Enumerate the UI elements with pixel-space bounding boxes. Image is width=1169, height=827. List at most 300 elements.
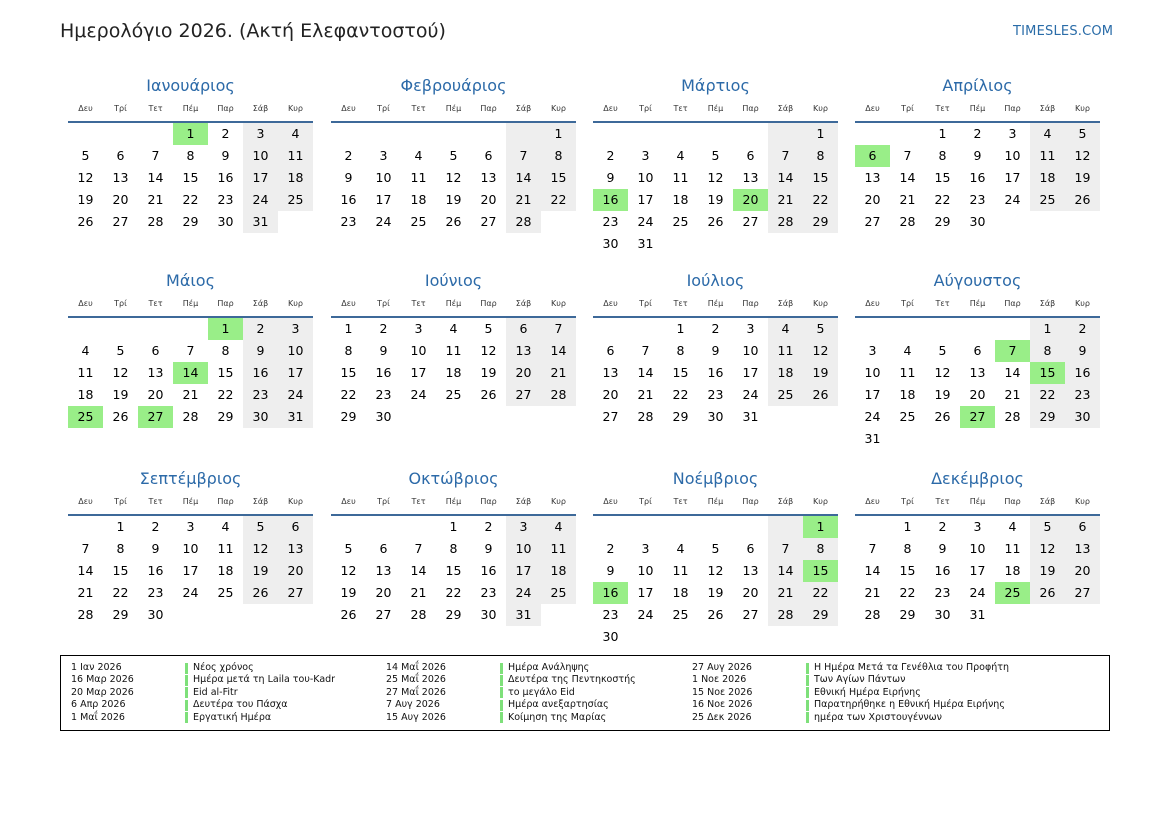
day-cell: 26	[803, 384, 838, 406]
day-cell: 15	[112, 563, 129, 578]
day-cell: 13	[278, 538, 313, 560]
day-cell: 12	[480, 343, 497, 358]
day-cell: 8	[938, 148, 947, 163]
day-cell: 10	[243, 145, 278, 167]
day-cell: 12	[1065, 145, 1100, 167]
day-cell: 26	[1030, 582, 1065, 604]
weekday-label: Δευ	[603, 299, 618, 308]
day-cell: 8	[541, 145, 576, 167]
day-cell: 29	[182, 214, 199, 229]
weekday-label: Σάβ	[1039, 497, 1056, 506]
legend-holiday-marker	[185, 700, 188, 711]
weekday-label: Τρί	[639, 497, 652, 506]
page-title: Ημερολόγιο 2026. (Ακτή Ελεφαντοστού)	[60, 20, 446, 42]
day-cell: 13	[969, 365, 986, 380]
day-cell: 3	[186, 519, 195, 534]
weekday-label: Τρί	[114, 299, 127, 308]
day-cell: 31	[864, 431, 881, 446]
day-cell: 24	[864, 409, 881, 424]
weekday-label: Κυρ	[551, 299, 566, 308]
day-cell: 3	[973, 519, 982, 534]
weekday-label: Σάβ	[777, 497, 794, 506]
day-cell: 10	[506, 538, 541, 560]
day-cell: 6	[506, 318, 541, 340]
day-cell: 27	[375, 607, 392, 622]
day-cell: 11	[410, 170, 427, 185]
day-cell: 8	[221, 343, 230, 358]
day-cell: 17	[410, 365, 427, 380]
weekday-label: Κυρ	[813, 299, 828, 308]
day-cell: 9	[484, 541, 493, 556]
day-cell: 11	[672, 170, 689, 185]
day-cell: 12	[707, 563, 724, 578]
weekday-label: Τρί	[639, 299, 652, 308]
legend-holiday-name: Νέος χρόνος	[193, 662, 254, 673]
day-cell: 3	[379, 148, 388, 163]
day-cell: 28	[410, 607, 427, 622]
weekday-label: Τετ	[935, 104, 950, 113]
day-cell: 11	[278, 145, 313, 167]
day-cell: 14	[637, 365, 654, 380]
day-cell: 19	[77, 192, 94, 207]
day-cell: 2	[606, 541, 615, 556]
weekday-label: Παρ	[217, 497, 234, 506]
day-cell: 19	[340, 585, 357, 600]
day-cell: 8	[803, 538, 838, 560]
day-cell: 3	[243, 123, 278, 145]
day-cell: 21	[864, 585, 881, 600]
day-cell: 22	[803, 582, 838, 604]
day-cell: 18	[77, 387, 94, 402]
weekday-label: Τρί	[377, 299, 390, 308]
weekday-label: Πέμ	[182, 299, 199, 308]
day-cell: 22	[899, 585, 916, 600]
day-cell: 19	[480, 365, 497, 380]
weekday-label: Δευ	[865, 497, 880, 506]
holiday-day-cell: 15	[1030, 362, 1065, 384]
day-cell: 28	[541, 384, 576, 406]
day-cell: 28	[899, 214, 916, 229]
day-cell: 1	[116, 519, 125, 534]
day-cell: 17	[637, 585, 654, 600]
day-cell: 7	[541, 318, 576, 340]
day-cell: 1	[938, 126, 947, 141]
day-cell: 1	[903, 519, 912, 534]
day-cell: 2	[606, 148, 615, 163]
weekday-label: Κυρ	[288, 104, 303, 113]
day-cell: 1	[803, 123, 838, 145]
day-cell: 5	[344, 541, 353, 556]
day-cell: 12	[1030, 538, 1065, 560]
day-cell: 3	[278, 318, 313, 340]
legend-holiday-marker	[806, 712, 809, 723]
legend-holiday-marker	[500, 675, 503, 686]
day-cell: 23	[602, 214, 619, 229]
day-cell: 28	[637, 409, 654, 424]
day-cell: 25	[1030, 189, 1065, 211]
day-cell: 1	[676, 321, 685, 336]
day-cell: 26	[340, 607, 357, 622]
weekday-label: Πέμ	[445, 497, 462, 506]
day-cell: 28	[77, 607, 94, 622]
day-cell: 29	[217, 409, 234, 424]
day-cell: 29	[1030, 406, 1065, 428]
day-cell: 6	[973, 343, 982, 358]
month-name: Φεβρουάριος	[400, 76, 507, 95]
day-cell: 18	[672, 585, 689, 600]
day-cell: 9	[379, 343, 388, 358]
day-cell: 28	[182, 409, 199, 424]
day-cell: 14	[864, 563, 881, 578]
weekday-label: Παρ	[1004, 299, 1021, 308]
weekday-label: Παρ	[742, 104, 759, 113]
day-cell: 6	[379, 541, 388, 556]
day-cell: 7	[506, 145, 541, 167]
day-cell: 22	[541, 189, 576, 211]
day-cell: 22	[672, 387, 689, 402]
day-cell: 31	[637, 236, 654, 251]
day-cell: 13	[742, 170, 759, 185]
weekday-label: Σάβ	[252, 104, 269, 113]
day-cell: 5	[243, 516, 278, 538]
day-cell: 25	[672, 214, 689, 229]
holiday-day-cell: 16	[593, 189, 628, 211]
legend-holiday-name: Ημέρα ανεξαρτησίας	[508, 699, 609, 711]
legend-date: 27 Μαΐ 2026	[386, 686, 446, 698]
weekday-label: Σάβ	[1039, 299, 1056, 308]
weekday-label: Παρ	[742, 497, 759, 506]
day-cell: 26	[707, 607, 724, 622]
day-cell: 11	[541, 538, 576, 560]
day-cell: 11	[768, 340, 803, 362]
day-cell: 14	[506, 167, 541, 189]
day-cell: 25	[278, 189, 313, 211]
weekday-label: Σάβ	[515, 299, 532, 308]
weekday-label: Τρί	[377, 497, 390, 506]
day-cell: 17	[506, 560, 541, 582]
weekday-label: Τετ	[148, 299, 163, 308]
day-cell: 4	[1030, 123, 1065, 145]
legend-holiday-marker	[500, 663, 503, 674]
weekday-label: Πέμ	[445, 299, 462, 308]
day-cell: 5	[81, 148, 90, 163]
day-cell: 24	[637, 607, 654, 622]
day-cell: 3	[746, 321, 755, 336]
day-cell: 17	[375, 192, 392, 207]
day-cell: 31	[969, 607, 986, 622]
holiday-day-cell: 27	[960, 406, 995, 428]
weekday-label: Παρ	[217, 299, 234, 308]
day-cell: 23	[480, 585, 497, 600]
day-cell: 12	[112, 365, 129, 380]
weekday-label: Δευ	[78, 299, 93, 308]
day-cell: 25	[768, 384, 803, 406]
day-cell: 14	[541, 340, 576, 362]
day-cell: 19	[707, 192, 724, 207]
day-cell: 8	[803, 145, 838, 167]
weekday-label: Τρί	[114, 104, 127, 113]
day-cell: 25	[899, 409, 916, 424]
day-cell: 20	[506, 362, 541, 384]
weekday-label: Πέμ	[445, 104, 462, 113]
weekday-label: Κυρ	[288, 497, 303, 506]
day-cell: 16	[217, 170, 234, 185]
day-cell: 2	[1065, 318, 1100, 340]
day-cell: 4	[541, 516, 576, 538]
legend-date: 16 Νοε 2026	[692, 699, 753, 711]
day-cell: 2	[711, 321, 720, 336]
day-cell: 18	[768, 362, 803, 384]
day-cell: 27	[602, 409, 619, 424]
day-cell: 9	[1065, 340, 1100, 362]
day-cell: 24	[278, 384, 313, 406]
weekday-label: Τρί	[901, 497, 914, 506]
day-cell: 5	[938, 343, 947, 358]
day-cell: 7	[768, 538, 803, 560]
weekday-label: Κυρ	[813, 497, 828, 506]
day-cell: 24	[410, 387, 427, 402]
day-cell: 6	[746, 541, 755, 556]
day-cell: 30	[602, 236, 619, 251]
weekday-label: Τρί	[901, 104, 914, 113]
month-name: Μάρτιος	[681, 76, 750, 95]
day-cell: 16	[707, 365, 724, 380]
day-cell: 17	[182, 563, 199, 578]
day-cell: 2	[243, 318, 278, 340]
day-cell: 1	[449, 519, 458, 534]
day-cell: 28	[147, 214, 164, 229]
day-cell: 2	[221, 126, 230, 141]
day-cell: 30	[243, 406, 278, 428]
day-cell: 23	[375, 387, 392, 402]
legend-holiday-marker	[185, 663, 188, 674]
day-cell: 13	[864, 170, 881, 185]
day-cell: 15	[803, 167, 838, 189]
day-cell: 9	[973, 148, 982, 163]
legend-holiday-marker	[185, 675, 188, 686]
legend-date: 25 Δεκ 2026	[692, 711, 752, 723]
day-cell: 10	[182, 541, 199, 556]
weekday-label: Πέμ	[182, 497, 199, 506]
day-cell: 18	[217, 563, 234, 578]
day-cell: 27	[480, 214, 497, 229]
day-cell: 11	[1030, 145, 1065, 167]
day-cell: 2	[938, 519, 947, 534]
day-cell: 12	[803, 340, 838, 362]
weekday-label: Τετ	[673, 299, 688, 308]
day-cell: 11	[672, 563, 689, 578]
day-cell: 27	[112, 214, 129, 229]
legend-holiday-name: ημέρα των Χριστουγέννων	[814, 711, 942, 723]
day-cell: 2	[484, 519, 493, 534]
day-cell: 7	[186, 343, 195, 358]
day-cell: 21	[768, 189, 803, 211]
weekday-label: Τετ	[148, 104, 163, 113]
day-cell: 22	[445, 585, 462, 600]
day-cell: 29	[112, 607, 129, 622]
day-cell: 4	[221, 519, 230, 534]
holiday-day-cell: 15	[803, 560, 838, 582]
day-cell: 13	[602, 365, 619, 380]
day-cell: 9	[151, 541, 160, 556]
legend-holiday-name: Εθνική Ημέρα Ειρήνης	[814, 686, 921, 698]
month-name: Νοέμβριος	[672, 469, 759, 488]
day-cell: 2	[379, 321, 388, 336]
day-cell: 11	[445, 343, 462, 358]
day-cell: 5	[803, 318, 838, 340]
day-cell: 29	[340, 409, 357, 424]
holiday-day-cell: 6	[855, 145, 890, 167]
day-cell: 11	[217, 541, 234, 556]
month-name: Μάιος	[166, 271, 215, 290]
legend-holiday-name: το μεγάλο Eid	[508, 686, 575, 698]
day-cell: 20	[112, 192, 129, 207]
day-cell: 8	[1030, 340, 1065, 362]
day-cell: 5	[1065, 123, 1100, 145]
day-cell: 2	[973, 126, 982, 141]
day-cell: 21	[899, 192, 916, 207]
day-cell: 14	[410, 563, 427, 578]
day-cell: 1	[344, 321, 353, 336]
day-cell: 26	[77, 214, 94, 229]
day-cell: 4	[676, 541, 685, 556]
day-cell: 30	[1065, 406, 1100, 428]
day-cell: 30	[375, 409, 392, 424]
day-cell: 31	[506, 604, 541, 626]
day-cell: 17	[742, 365, 759, 380]
legend-holiday-marker	[500, 700, 503, 711]
day-cell: 12	[445, 170, 462, 185]
holiday-day-cell: 27	[138, 406, 173, 428]
legend-date: 25 Μαΐ 2026	[386, 674, 446, 686]
legend-holiday-marker	[806, 687, 809, 698]
day-cell: 30	[707, 409, 724, 424]
day-cell: 16	[969, 170, 986, 185]
day-cell: 6	[1065, 516, 1100, 538]
legend-date: 16 Μαρ 2026	[71, 674, 134, 686]
day-cell: 7	[903, 148, 912, 163]
weekday-label: Σάβ	[1039, 104, 1056, 113]
day-cell: 19	[243, 560, 278, 582]
weekend-empty-cell	[768, 516, 803, 538]
weekday-label: Κυρ	[1075, 497, 1090, 506]
day-cell: 3	[506, 516, 541, 538]
day-cell: 28	[1004, 409, 1021, 424]
day-cell: 20	[480, 192, 497, 207]
day-cell: 23	[707, 387, 724, 402]
day-cell: 26	[243, 582, 278, 604]
day-cell: 20	[147, 387, 164, 402]
legend-date: 14 Μαΐ 2026	[386, 662, 446, 673]
weekday-label: Τετ	[411, 497, 426, 506]
brand-link[interactable]: TIMESLES.COM	[1013, 24, 1114, 39]
day-cell: 5	[1030, 516, 1065, 538]
day-cell: 9	[243, 340, 278, 362]
day-cell: 11	[899, 365, 916, 380]
weekday-label: Τετ	[673, 104, 688, 113]
legend-holiday-name: Κοίμηση της Μαρίας	[508, 711, 607, 723]
day-cell: 14	[1004, 365, 1021, 380]
weekday-label: Τετ	[411, 104, 426, 113]
day-cell: 6	[606, 343, 615, 358]
day-cell: 21	[147, 192, 164, 207]
holiday-day-cell: 14	[173, 362, 208, 384]
day-cell: 12	[243, 538, 278, 560]
day-cell: 26	[1065, 189, 1100, 211]
weekday-label: Σάβ	[515, 104, 532, 113]
day-cell: 23	[243, 384, 278, 406]
day-cell: 27	[864, 214, 881, 229]
day-cell: 8	[903, 541, 912, 556]
day-cell: 13	[742, 563, 759, 578]
day-cell: 22	[217, 387, 234, 402]
day-cell: 22	[112, 585, 129, 600]
day-cell: 11	[77, 365, 94, 380]
legend-date: 1 Νοε 2026	[692, 674, 747, 686]
day-cell: 26	[112, 409, 129, 424]
legend-holiday-marker	[806, 663, 809, 674]
day-cell: 23	[934, 585, 951, 600]
day-cell: 3	[641, 541, 650, 556]
day-cell: 7	[641, 343, 650, 358]
legend-holiday-name: Eid al-Fitr	[193, 686, 238, 698]
day-cell: 24	[506, 582, 541, 604]
day-cell: 4	[449, 321, 458, 336]
day-cell: 17	[1004, 170, 1021, 185]
day-cell: 26	[707, 214, 724, 229]
month-name: Ιούλιος	[686, 271, 745, 290]
day-cell: 9	[938, 541, 947, 556]
day-cell: 15	[340, 365, 357, 380]
day-cell: 2	[344, 148, 353, 163]
weekday-label: Κυρ	[1075, 104, 1090, 113]
weekday-label: Σάβ	[252, 299, 269, 308]
day-cell: 20	[278, 560, 313, 582]
day-cell: 20	[1065, 560, 1100, 582]
day-cell: 5	[711, 148, 720, 163]
day-cell: 20	[864, 192, 881, 207]
day-cell: 20	[375, 585, 392, 600]
day-cell: 29	[803, 211, 838, 233]
day-cell: 15	[672, 365, 689, 380]
weekday-label: Τρί	[377, 104, 390, 113]
weekday-label: Τετ	[935, 299, 950, 308]
month-name: Σεπτέμβριος	[139, 469, 242, 488]
day-cell: 16	[934, 563, 951, 578]
weekend-empty-cell	[506, 123, 541, 145]
weekday-label: Τρί	[901, 299, 914, 308]
weekday-label: Πέμ	[969, 299, 986, 308]
day-cell: 18	[1030, 167, 1065, 189]
day-cell: 21	[506, 189, 541, 211]
day-cell: 21	[410, 585, 427, 600]
legend-date: 20 Μαρ 2026	[71, 686, 134, 698]
day-cell: 29	[803, 604, 838, 626]
weekday-label: Σάβ	[515, 497, 532, 506]
weekday-label: Δευ	[78, 497, 93, 506]
day-cell: 9	[221, 148, 230, 163]
day-cell: 21	[77, 585, 94, 600]
weekday-label: Πέμ	[707, 299, 724, 308]
day-cell: 24	[1004, 192, 1021, 207]
day-cell: 13	[147, 365, 164, 380]
weekday-label: Τετ	[935, 497, 950, 506]
day-cell: 7	[151, 148, 160, 163]
day-cell: 10	[969, 541, 986, 556]
legend-holiday-name: Δευτέρα της Πεντηκοστής	[508, 674, 636, 686]
day-cell: 6	[484, 148, 493, 163]
month-name: Ιούνιος	[424, 271, 483, 290]
